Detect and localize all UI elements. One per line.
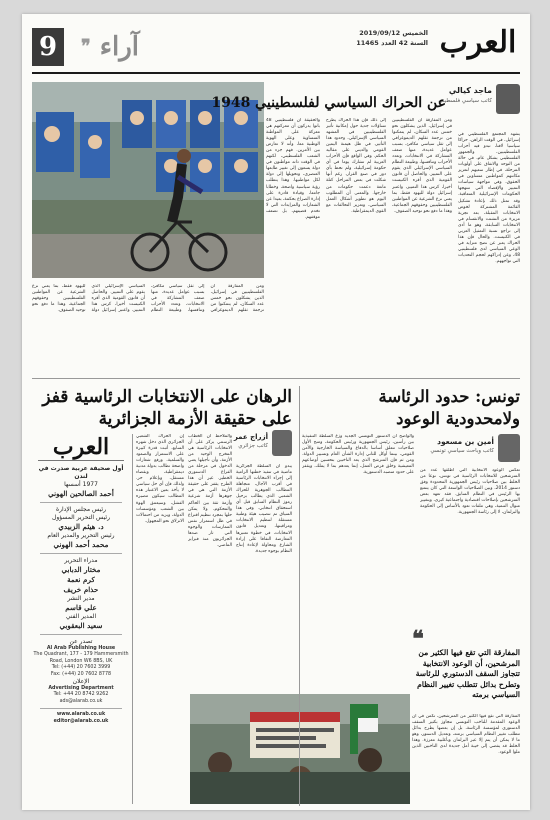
imprint-publisher-ar: تصدر عن (69, 638, 93, 645)
article-top-column-3: إلى ذلك فإن هذا الحراك يطرح تساؤلات جدية حول إمكانية تأثير الفلسطينيين في المشهد السياسي الإسرائيلي، وحدود هذا التأثير، في ظل هيمنة اليمين القومي والديني على مقاليد الحكم. وفي الواقع فإن الأحزاب العربية لم تشارك يوما في أي حكومة إسرائيلية، ولم تحظ بأي دور في صنع القرار، رغم أنها شكلت في بعض المراحل كتلة مانعة دعمت حكومات من خارجها. والمعنى أن المطلوب اليوم هو تطوير أشكال العمل السياسي، وتعزيز التحالفات مع القوى الديمقراطية. (326, 118, 386, 214)
author-photo (498, 434, 520, 462)
imprint-rule (40, 553, 122, 554)
imprint-managing-editor-1: مختار الدبابي (61, 565, 101, 574)
imprint-fax: Fax: (+44) 20 7602 8778 (50, 671, 112, 677)
article-left-column-2: والملاحظ أن الخطاب الرسمي يركز على أن الانتخابات الرئاسية هي المخرج الوحيد من الأزمة، وأن تأجيلها يعني الدخول في مرحلة من الفراغ الدستوري الخطير. غير أن هذا الطرح يقفز على حقيقة الأزمة التي هي في جوهرها أزمة شرعية وأزمة ثقة بين الحاكم والمحكوم، ولا يمكن حلها بمجرد تنظيم اقتراع في ظل استمرار نفس الممارسات والوجوه التي ثار ضدها الجزائريون منذ فبراير الماضي. (188, 434, 232, 548)
date-text: الخميس 2019/09/12 (359, 29, 428, 37)
imprint-managing-editor-3: حذام خريف (63, 585, 99, 594)
imprint-role-managing: مدراء التحرير (64, 557, 98, 564)
section-name (68, 30, 152, 64)
article-right-column-2: والواضح أن الدستور التونسي الجديد وزع السلطة التنفيذية بين رأسين، رئيس الجمهورية ورئيس الحكومة، ومنح الأول صلاحيات تتعلق أساسا بالدفاع والسياسة الخارجية والأمن القومي، بينما أوكل للثاني إدارة الشأن العام وتسيير الدولة. ومن ثم فإن المترشح الذي يعد الناخبين بتحسين أوضاعهم المعيشية وخلق فرص العمل، إنما يعدهم بما لا يملك، ويقفز على حدود منصبه الدستورية. (302, 434, 414, 476)
imprint-publisher-en: Al Arab Publishing House (46, 646, 116, 651)
author-photo (496, 84, 520, 114)
imprint-rule (40, 634, 122, 635)
article-right-column-1: تعكس الوعود الانتخابية التي أطلقها عدد من المترشحين للانتخابات الرئاسية في تونس، نوعا من الخلط بين صلاحيات رئيس الجمهورية المحدودة وفق دستور 2014، وبين الصلاحيات الواسعة التي كان يتمتع بها الرئيس في النظام السابق. فقد تعهد بعض المترشحين بإصلاحات اقتصادية واجتماعية كبرى، وبتغيير منوال التنمية، وهي ملفات تعود بالأساس إلى الحكومة والبرلمان، لا إلى رئاسة الجمهورية. (420, 468, 520, 516)
imprint-website[interactable]: www.alarab.co.uk (56, 712, 106, 718)
article-left-column-1: يبدو أن السلطة الجزائرية ماضية في تنفيذ خطتها الرامية إلى إجراء الانتخابات الرئاسية في أقرب الآجال، متجاهلة المطالب الجوهرية للحراك الشعبي الذي يطالب برحيل رموز النظام السابق قبل أي استحقاق انتخابي. وفي هذا السياق تم تنصيب هيئة وطنية مستقلة لتنظيم الانتخابات ومراقبتها، وتعديل قانون الانتخابات، في خطوة تعتبرها المعارضة التفافا على إرادة الشارع ومحاولة لإعادة إنتاج النظام بوجوه جديدة. (236, 464, 292, 554)
masthead (32, 24, 520, 74)
author-photo (272, 430, 292, 456)
author-role: كاتب سياسي فلسطيني (438, 98, 492, 104)
column-divider (299, 386, 300, 806)
newspaper-page (22, 14, 530, 810)
imprint-role-gm: رئيس التحرير والمدير العام (47, 532, 115, 539)
headline-top: عن الحراك السياسي لفلسطينيي 1948 (211, 95, 446, 111)
article-left-column-3: إن الحراك الشعبي الجزائري الذي دخل شهره السابع، أثبت قدرة كبيرة على الاستمرار والصمود والسلمية، ورفع شعارات واضحة تطالب بدولة مدنية ديمقراطية، وبقضاء مستقل، وبإعلام حر. ولذلك فإن أي حل سياسي لا يأخذ بعين الاعتبار هذه المطالب سيكون مصيره الفشل، وسيعمق الهوة بين الشعب ومؤسسات الدولة، ويزيد من احتمالات الانزلاق نحو المجهول. (136, 434, 184, 524)
dateline (356, 28, 428, 48)
imprint-rule (40, 502, 122, 503)
imprint-logo: العرب (38, 434, 124, 461)
pull-quote (412, 626, 520, 701)
section-divider (32, 378, 520, 379)
issue-text: السنة 42 العدد 11465 (356, 39, 428, 47)
pull-quote-text: المفارقة التي تقع فيها الكثير من المرشحين، أن الوعود الانتخابية تتجاوز السقف الدستوري للرئاسة وتطرح بدائل تتطلب تغيير النظام السياسي برمته (415, 648, 520, 699)
imprint-founded: 1977 أسسها (64, 481, 98, 488)
section-header (32, 28, 152, 66)
headline-left: الرهان على الانتخابات الرئاسية قفز على حقيقة الأزمة الجزائرية (42, 387, 292, 429)
imprint-publishing-manager: علي قاسم (65, 603, 97, 612)
quote-mark-icon: ❞ (81, 36, 91, 57)
headline-right: تونس: حدود الرئاسة ولامحدودية الوعود (378, 387, 520, 428)
article-top-continuation: ومن المفارقة أن الفلسطينيين في إسرائيل، الذين يشكلون نحو خمس عدد السكان، لم يتمكنوا من ترجمة ثقلهم الديموغرافي إلى ثقل سياسي مكافئ، بسبب عوامل عديدة، منها ضعف المشاركة في الانتخابات، وتعدد الأحزاب وتنافسها، وطبيعة النظام السياسي الإسرائيلي الذي يقوم على التمييز. والحاصل أن قانون القومية الذي أقره الكنيست أخيرا، كرس هذا التمييز، واعتبر إسرائيل دولة لليهود فقط، بما يعني نزع الشرعية عن المواطنين الفلسطينيين وحقوقهم الجماعية، وهذا ما دفع نحو توحيد الصفوف. (32, 284, 264, 314)
imprint-tel: Tel: (+44) 20 7602 3999 (51, 665, 111, 671)
imprint-role-publishing: مدير النشر (67, 595, 95, 602)
imprint-role-editor: رئيس التحرير المسؤول (52, 514, 110, 521)
author-role: كاتب وباحث سياسي تونسي (430, 448, 494, 454)
section-label: آراء (99, 32, 139, 62)
imprint-rule (40, 708, 122, 709)
imprint-role-chairman: رئيس مجلس الإدارة (55, 506, 107, 513)
article-top-column-4: والحقيقة أن فلسطينيي 48 باتوا يدركون أن معركتهم هي معركة على المواطنة المتساوية وعلى الهوية الوطنية معا، وأنه لا تعارض بين الأمرين. فهم جزء من الشعب الفلسطيني، لكنهم في الوقت ذاته مواطنون في دولة يسعون إلى تغيير طابعها العنصري، وتحويلها إلى دولة لكل مواطنيها. وهذا يتطلب رؤية سياسية واضحة، وخطابا جامعا، وقيادة قادرة على إدارة الصراع بحكمة، بعيدا عن الشعارات والمزايدات التي لا تخدم قضيتهم، بل تضعف موقفهم. (266, 118, 320, 220)
imprint-address: The Quadrant, 177 - 179 Hammersmith Road, London W6 8BS, UK (33, 652, 129, 664)
quote-mark-icon: ❝ (412, 626, 424, 652)
imprint-adv-tel: Tel: +44 20 8742 9262 (53, 692, 109, 698)
author-name: ماجد كيالي (448, 86, 492, 95)
imprint-editor-name: د. هيثم الزبيدي (58, 522, 104, 531)
author-byline-right (420, 434, 520, 464)
article-top-column-2: ومن المفارقة أن الفلسطينيين في إسرائيل، الذين يشكلون نحو خمس عدد السكان، لم يتمكنوا من ترجمة ثقلهم الديموغرافي إلى ثقل سياسي مكافئ، بسبب عوامل عديدة، منها ضعف المشاركة في الانتخابات، وتعدد الأحزاب وتنافسها، وطبيعة النظام السياسي الإسرائيلي الذي يقوم على التمييز. والحاصل أن قانون القومية الذي أقره الكنيست أخيرا، كرس هذا التمييز، واعتبر إسرائيل دولة لليهود فقط، بما يعني نزع الشرعية عن المواطنين الفلسطينيين وحقوقهم الجماعية، وهذا ما دفع نحو توحيد الصفوف. (392, 118, 452, 214)
imprint-email[interactable]: editor@alarab.co.uk (53, 718, 109, 724)
page-number: 9 (32, 28, 64, 66)
imprint-divider (132, 434, 133, 804)
imprint-adv-ar: الإعلان (72, 678, 90, 686)
author-name: أزراج عمر (233, 433, 268, 441)
author-role: كاتب جزائري (238, 443, 268, 449)
imprint-managing-editor-2: كرم نعمة (67, 575, 95, 584)
imprint-founder: أحمد الصالحين الهوني (48, 489, 114, 498)
author-name: أمين بن مسعود (437, 437, 494, 446)
imprint-art-director: سعيد البعقوبي (59, 621, 103, 630)
newspaper-logo: العرب (439, 25, 517, 60)
imprint-adv-en: Advertising Department (48, 686, 114, 692)
article-right-column-3: المفارقة التي تقع فيها الكثير من المترشحين، تكمن في أن الوعود المقدمة للناخب التونسي تتجاوز بكثير السقف الدستوري لمؤسسة الرئاسة، بل إن بعضها يطرح بدائل تتطلب تغيير النظام السياسي برمته، وتعديل الدستور، وهو ما لا يمكن أن يتم إلا عبر البرلمان وبأغلبية معززة. وهذا الخلط قد يفضي إلى خيبة أمل جديدة لدى الناخبين الذين ملوا الوعود. (412, 714, 520, 756)
imprint-gm-name: محمد أحمد الهوني (53, 540, 109, 549)
imprint-adv-mail: ads@alarab.co.uk (59, 698, 103, 704)
imprint-role-art: المدير الفني (65, 613, 97, 620)
imprint-tagline: أول صحيفة عربية صدرت في لندن (38, 465, 124, 480)
article-top-column-1: يشهد المجتمع الفلسطيني في إسرائيل، في الوقت الراهن، حراكا سياسيا لافتا، تبدو فيه أحزاب الفلسطينيين، والجمهور الفلسطيني بشكل عام، في حالة من التوحد والاتفاق على أولويات المرحلة، في إطار سعيهم لتعزيز مكانتهم كمواطنين متساوين في الحقوق، وفي مواجهة سياسات التمييز والإقصاء التي تنتهجها الحكومات الإسرائيلية المتعاقبة. وقد تمثل ذلك بإعادة تشكيل القائمة المشتركة لخوض الانتخابات المقبلة، بعد تجربة مريرة من التشتت والانقسام في الانتخابات السابقة، وهو ما أدى إلى تراجع نسبة التمثيل العربي في الكنيست. والحال فإن هذا الحراك يعبر عن نضج متزايد في الوعي السياسي لدى فلسطينيي 48، وعن إدراكهم لحجم التحديات التي تواجههم. (458, 132, 520, 264)
author-byline-top (438, 84, 520, 124)
imprint-box (32, 434, 130, 804)
